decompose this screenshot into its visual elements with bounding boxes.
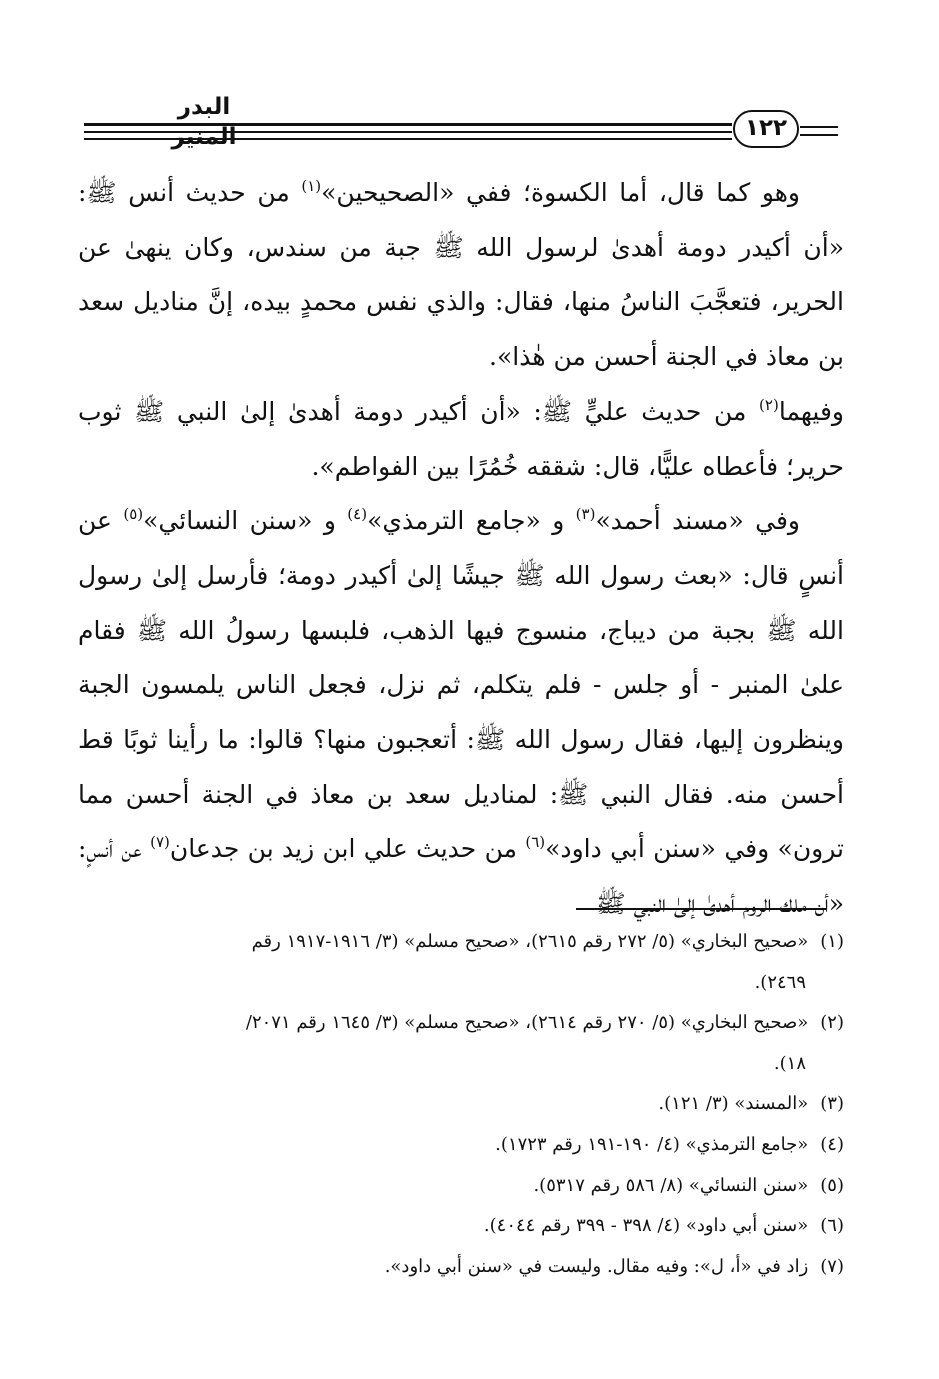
text-run: عن أنسٍ قال: «بعث رسول الله ﷺ جيشًا إلىٰ أكيدر دومة؛ فأرسل إلىٰ رسول الله ﷺ بجبة من ديباج، منسوج فيها الذهب، فلبسها رسولُ الله ﷺ فقام علىٰ المنبر - أو جلس - فلم يتكلم، ثم نزل، فجعل الناس يلمسون الجبة وينظرون إليها، فقال رسول الله ﷺ: أتعجبون منها؟ قالوا: ما رأينا ثوبًا قط أحسن منه. فقال النبي ﷺ: لمناديل سعد بن معاذ في الجنة أحسن مما ترون» وفي «سنن أبي داود» — [78, 506, 844, 864]
footnotes — [78, 922, 844, 1287]
footnote-marker: (٢) — [759, 395, 779, 414]
footnote-text: «جامع الترمذي» (٤/ ١٩٠-١٩١ رقم ١٧٢٣). — [495, 1133, 809, 1155]
page-number: ١٢٢ — [733, 110, 799, 148]
text-run: وفي «مسند أحمد» — [595, 506, 800, 536]
running-header-title: البدر المنير — [171, 94, 237, 150]
footnote-text: «سنن النسائي» (٨/ ٥٨٦ رقم ٥٣١٧). — [533, 1174, 809, 1196]
text-run: من حديث علي ابن زيد بن جدعان — [169, 834, 526, 864]
footnote-continuation: ٢٤٦٩). — [754, 971, 806, 993]
footnote — [78, 1084, 844, 1125]
header-rule — [84, 131, 732, 133]
footnote-number: (٥) — [820, 1174, 844, 1196]
footnote — [78, 1003, 844, 1044]
footnote-text: «صحيح البخاري» (٥/ ٢٧٢ رقم ٢٦١٥)، «صحيح مسلم» (٣/ ١٩١٦-١٩١٧ رقم — [251, 931, 809, 952]
footnote-marker: (٧) — [150, 833, 170, 852]
text-run: و «جامع الترمذي» — [367, 506, 576, 536]
footnote — [78, 1125, 844, 1166]
footnote-marker: (٥) — [123, 505, 144, 524]
footnote-number: (٧) — [820, 1255, 844, 1277]
footnote-marker: (٤) — [347, 505, 368, 524]
footnote-text: «سنن أبي داود» (٤/ ٣٩٨ - ٣٩٩ رقم ٤٠٤٤). — [483, 1215, 809, 1237]
footnote-number: (٣) — [820, 1093, 844, 1115]
footnote-marker: (٣) — [575, 505, 596, 524]
paragraph — [78, 385, 844, 494]
footnote-marker: (٦) — [525, 833, 546, 852]
header-rule-tail — [800, 134, 838, 136]
header-rule-tail — [800, 126, 838, 128]
footnote-text: «المسند» (٣/ ١٢١). — [658, 1093, 809, 1115]
footnote — [78, 922, 844, 963]
footnote-text: «صحيح البخاري» (٥/ ٢٧٠ رقم ٢٦١٤)، «صحيح مسلم» (٣/ ١٦٤٥ رقم ٢٠٧١/ — [245, 1012, 809, 1034]
footnote — [78, 1247, 844, 1288]
footnote-continuation: ١٨). — [773, 1052, 806, 1074]
paragraph — [78, 494, 844, 932]
text-run: وهو كما قال، أما الكسوة؛ ففي «الصحيحين» — [321, 178, 800, 207]
header-rule — [84, 138, 732, 140]
footnote-number: (٤) — [820, 1133, 844, 1155]
footnote-number: (٢) — [820, 1012, 844, 1034]
text-run: من حديث عليٍّ ﷺ: «أن أكيدر دومة أهدىٰ إلىٰ النبي ﷺ ثوب حرير؛ فأعطاه عليًّا، قال: شققه خُمُرًا بين الفواطم». — [78, 396, 844, 481]
text-run: وفيهما — [778, 396, 844, 426]
text-run: من حديث أنس ﷺ: «أن أكيدر دومة أهدىٰ لرسول الله ﷺ جبة من سندس، وكان ينهىٰ عن الحرير، فتعجَّبَ الناسُ منها، فقال: والذي نفس محمدٍ بيده، إنَّ مناديل سعد بن معاذ في الجنة أحسن من هٰذا». — [78, 178, 844, 372]
header-rule — [84, 123, 732, 126]
footnote-number: (١) — [820, 931, 844, 952]
text-run: عن أنسٍ: «أن ملك الروم أهدىٰ إلىٰ النبي ﷺ — [78, 834, 844, 919]
footnote-text: زاد في «أ، ل»: وفيه مقال. وليست في «سنن أبي داود». — [384, 1255, 809, 1277]
footnote — [78, 1166, 844, 1207]
footnote-separator — [576, 908, 826, 910]
footnote-marker: (١) — [301, 177, 322, 195]
paragraph — [78, 166, 844, 385]
footnote — [78, 1206, 844, 1247]
footnote-number: (٦) — [820, 1215, 844, 1237]
main-text — [78, 166, 844, 932]
text-run: و «سنن النسائي» — [143, 506, 348, 536]
